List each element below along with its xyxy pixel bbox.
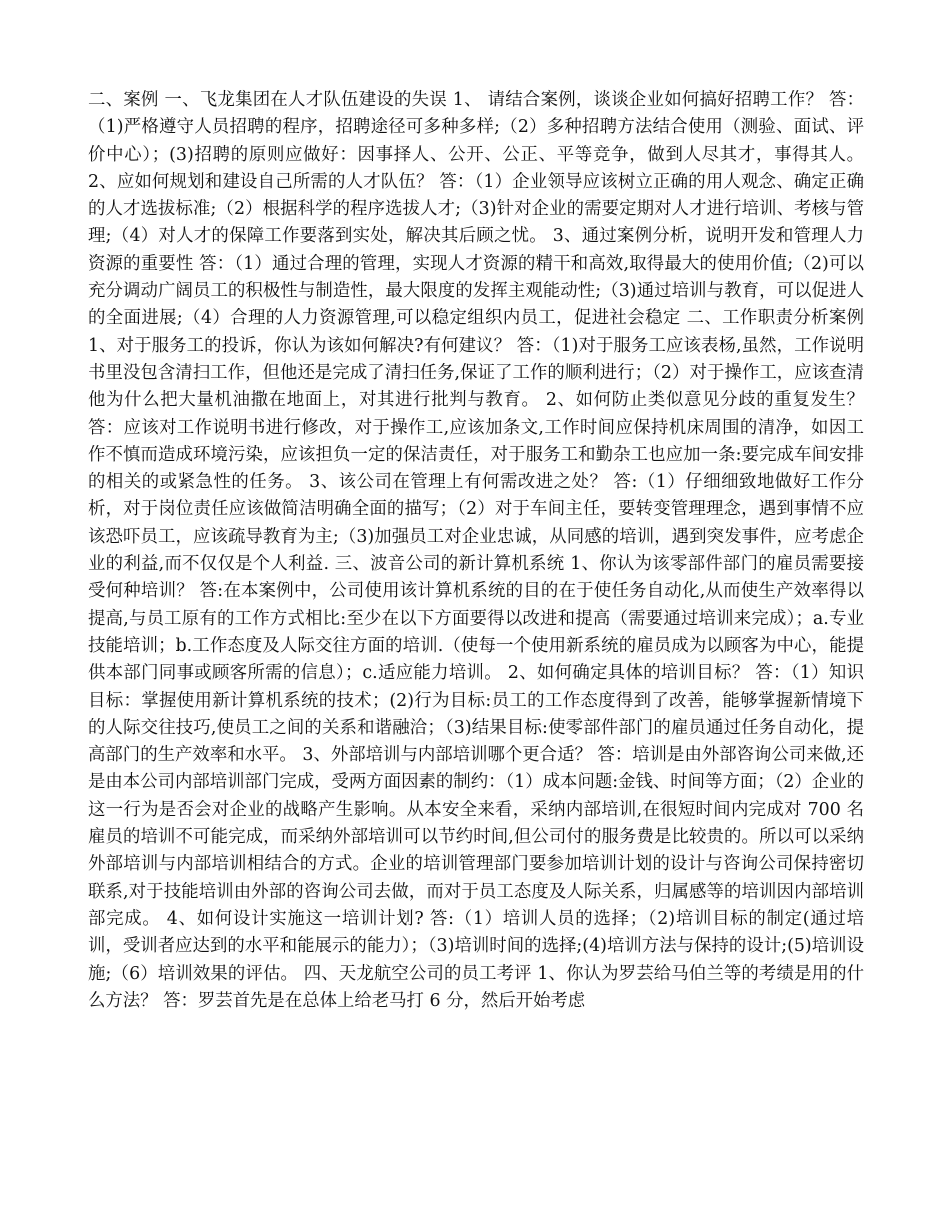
document-page (88, 87, 864, 1015)
document-body-text: 二、案例 一、飞龙集团在人才队伍建设的失误 1、 请结合案例，谈谈企业如何搞好招聘工作？ 答：（1)严格遵守人员招聘的程序，招聘途径可多种多样;（2）多种招聘方法结合使用（测验、面试、评价中心）；(3)招聘的原则应做好：因事择人、公开、公正、平等竞争，做到人尽其才，事得其人。 2、应如何规划和建设自己所需的人才队伍？ 答：（1）企业领导应该树立正确的用人观念、确定正确的人才选拔标准;（2）根据科学的程序选拔人才;（3)针对企业的需要定期对人才进行培训、考核与管理;（4）对人才的保障工作要落到实处，解决其后顾之忧。 3、通过案例分析，说明开发和管理人力资源的重要性 答：（1）通过合理的管理，实现人才资源的精干和高效,取得最大的使用价值;（2)可以充分调动广阔员工的积极性与制造性，最大限度的发挥主观能动性;（3)通过培训与教育，可以促进人的全面进展;（4）合理的人力资源管理,可以稳定组织内员工，促进社会稳定 二、工作职责分析案例 1、对于服务工的投诉，你认为该如何解决?有何建议？ 答：（1)对于服务工应该表杨,虽然，工作说明书里没包含清扫工作，但他还是完成了清扫任务,保证了工作的顺利进行；（2）对于操作工，应该查清他为什么把大量机油撒在地面上，对其进行批判与教育。 2、如何防止类似意见分歧的重复发生？ 答：应该对工作说明书进行修改，对于操作工,应该加条文,工作时间应保持机床周围的清净，如因工作不慎而造成环境污染，应该担负一定的保洁责任，对于服务工和勤杂工也应加一条:要完成车间安排的相关的或紧急性的任务。 3、该公司在管理上有何需改进之处？ 答:（1）仔细细致地做好工作分析，对于岗位责任应该做简洁明确全面的描写；（2）对于车间主任，要转变管理理念，遇到事情不应该恐吓员工，应该疏导教育为主;（3)加强员工对企业忠诚，从同感的培训，遇到突发事件，应考虑企业的利益,而不仅仅是个人利益. 三、波音公司的新计算机系统 1、你认为该零部件部门的雇员需要接受何种培训？ 答:在本案例中，公司使用该计算机系统的目的在于使任务自动化,从而使生产效率得以提高,与员工原有的工作方式相比:至少在以下方面要得以改进和提高（需要通过培训来完成）；a.专业技能培训；b.工作态度及人际交往方面的培训.（使每一个使用新系统的雇员成为以顾客为中心，能提供本部门同事或顾客所需的信息）；c.适应能力培训。 2、如何确定具体的培训目标？ 答：（1）知识目标：掌握使用新计算机系统的技术；(2)行为目标:员工的工作态度得到了改善，能够掌握新情境下的人际交往技巧,使员工之间的关系和谐融洽；（3)结果目标:使零部件部门的雇员通过任务自动化，提高部门的生产效率和水平。 3、外部培训与内部培训哪个更合适？ 答：培训是由外部咨询公司来做,还是由本公司内部培训部门完成，受两方面因素的制约：（1）成本问题:金钱、时间等方面；（2）企业的这一行为是否会对企业的战略产生影响。从本安全来看，采纳内部培训,在很短时间内完成对 700 名雇员的培训不可能完成，而采纳外部培训可以节约时间,但公司付的服务费是比较贵的。所以可以采纳外部培训与内部培训相结合的方式。企业的培训管理部门要参加培训计划的设计与咨询公司保持密切联系,对于技能培训由外部的咨询公司去做，而对于员工态度及人际关系，归属感等的培训因内部培训部完成。 4、如何设计实施这一培训计划? 答:（1）培训人员的选择；（2)培训目标的制定(通过培训，受训者应达到的水平和能展示的能力）；（3)培训时间的选择;(4)培训方法与保持的设计;(5)培训设施;（6）培训效果的评估。 四、天龙航空公司的员工考评 1、你认为罗芸给马伯兰等的考绩是用的什么方法？ 答：罗芸首先是在总体上给老马打 6 分，然后开始考虑 (88, 90, 864, 1011)
